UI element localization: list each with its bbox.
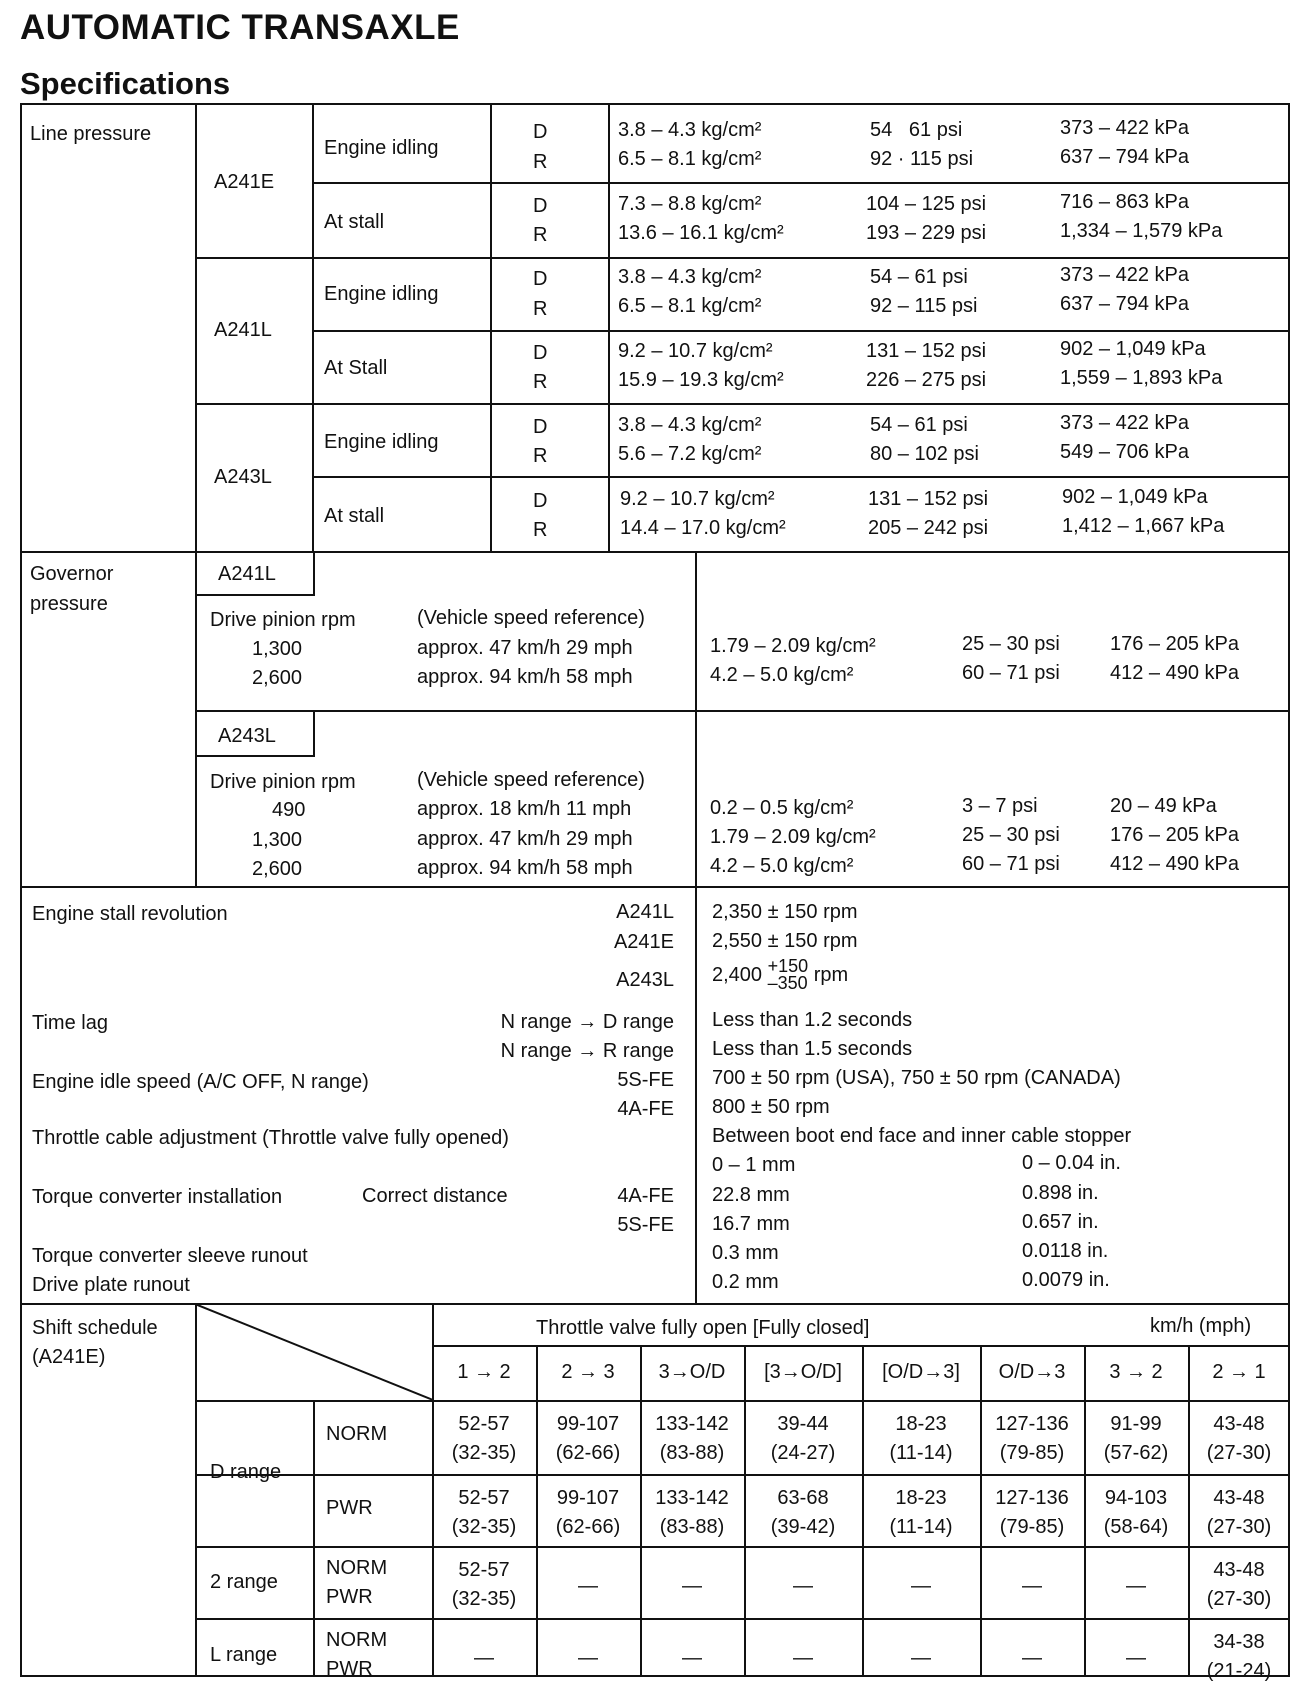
shift-cell: — bbox=[911, 1575, 931, 1597]
shift-cell: (27-30) bbox=[1206, 1588, 1272, 1610]
shift-cell: 63-68 bbox=[777, 1487, 829, 1509]
shift-cell: (11-14) bbox=[889, 1442, 953, 1464]
pwr-label: PWR bbox=[326, 1586, 373, 1608]
range-d: D bbox=[533, 490, 548, 512]
shift-cell: — bbox=[793, 1647, 813, 1669]
throttle-in: 0 – 0.04 in. bbox=[1022, 1152, 1121, 1174]
value-kg: 9.2 – 10.7 kg/cm² bbox=[620, 488, 775, 510]
range-r: R bbox=[533, 519, 548, 541]
shift-col-header: [O/D→3] bbox=[882, 1361, 960, 1383]
rpm-value: 2,600 bbox=[252, 667, 303, 689]
shift-cell: (32-35) bbox=[451, 1516, 517, 1538]
value-kg: 14.4 – 17.0 kg/cm² bbox=[620, 517, 786, 539]
shift-cell: 52-57 bbox=[458, 1559, 510, 1581]
shift-cell: 18-23 bbox=[895, 1487, 947, 1509]
value-kpa: 637 – 794 kPa bbox=[1060, 146, 1189, 168]
value-kg: 4.2 – 5.0 kg/cm² bbox=[710, 664, 854, 686]
idle-value: 800 ± 50 rpm bbox=[712, 1096, 830, 1118]
model-a243l: A243L bbox=[214, 466, 272, 488]
shift-cell: (11-14) bbox=[889, 1516, 953, 1538]
pwr-label: PWR bbox=[326, 1658, 373, 1680]
page-title: AUTOMATIC TRANSAXLE bbox=[20, 8, 460, 47]
idle-value: 700 ± 50 rpm (USA), 750 ± 50 rpm (CANADA) bbox=[712, 1067, 1121, 1089]
rpm-value: 490 bbox=[272, 799, 306, 821]
value-kg: 7.3 – 8.8 kg/cm² bbox=[618, 193, 762, 215]
shift-col-header: 3→O/D bbox=[658, 1361, 726, 1383]
value-kpa: 412 – 490 kPa bbox=[1110, 662, 1239, 684]
value-kpa: 716 – 863 kPa bbox=[1060, 191, 1189, 213]
shift-label: Shift schedule bbox=[32, 1317, 158, 1339]
shift-cell: 52-57 bbox=[458, 1413, 510, 1435]
value-kpa: 1,559 – 1,893 kPa bbox=[1060, 367, 1223, 389]
shift-cell: (57-62) bbox=[1103, 1442, 1169, 1464]
sleeve-mm: 0.3 mm bbox=[712, 1242, 779, 1264]
condition-label: Engine idling bbox=[324, 283, 439, 305]
value-psi: 131 – 152 psi bbox=[868, 488, 989, 510]
shift-cell: 18-23 bbox=[895, 1413, 947, 1435]
condition-label: At stall bbox=[324, 505, 385, 527]
section-title: Specifications bbox=[20, 66, 231, 101]
shift-cell: — bbox=[1022, 1575, 1042, 1597]
shift-cell: 52-57 bbox=[458, 1487, 510, 1509]
value-kg: 3.8 – 4.3 kg/cm² bbox=[618, 119, 762, 141]
value-kpa: 373 – 422 kPa bbox=[1060, 117, 1189, 139]
pwr-label: PWR bbox=[326, 1497, 373, 1519]
timelag-condition: N range → D range bbox=[500, 1011, 674, 1033]
norm-label: NORM bbox=[326, 1423, 388, 1445]
speed-value: approx. 18 km/h 11 mph bbox=[417, 798, 632, 820]
value-kpa: 1,334 – 1,579 kPa bbox=[1060, 220, 1223, 242]
timelag-value: Less than 1.5 seconds bbox=[712, 1038, 913, 1060]
unit-label: km/h (mph) bbox=[1150, 1315, 1252, 1337]
range-r: R bbox=[533, 371, 548, 393]
tc-in: 0.898 in. bbox=[1022, 1182, 1099, 1204]
speed-value: approx. 47 km/h 29 mph bbox=[417, 637, 633, 659]
value-psi: 25 – 30 psi bbox=[962, 633, 1060, 655]
shift-cell: (83-88) bbox=[659, 1516, 725, 1538]
governor-label: Governor bbox=[30, 563, 114, 585]
shift-cell: (39-42) bbox=[770, 1516, 836, 1538]
model-a241l: A241L bbox=[218, 563, 276, 585]
range-r: R bbox=[533, 445, 548, 467]
value-kpa: 902 – 1,049 kPa bbox=[1060, 338, 1206, 360]
vehicle-speed-header: (Vehicle speed reference) bbox=[417, 607, 645, 629]
tc-in: 0.657 in. bbox=[1022, 1211, 1099, 1233]
shift-cell: — bbox=[793, 1575, 813, 1597]
shift-cell: (32-35) bbox=[451, 1588, 517, 1610]
diagonal-header-line bbox=[195, 1304, 435, 1402]
shift-cell: — bbox=[1126, 1575, 1146, 1597]
value-psi: 205 – 242 psi bbox=[868, 517, 989, 539]
range-r: R bbox=[533, 298, 548, 320]
shift-cell: 43-48 bbox=[1213, 1413, 1265, 1435]
shift-cell: 99-107 bbox=[556, 1487, 620, 1509]
engine-label: 4A-FE bbox=[617, 1185, 674, 1207]
tc-sublabel: Correct distance bbox=[362, 1185, 508, 1207]
speed-value: approx. 47 km/h 29 mph bbox=[417, 828, 633, 850]
shift-cell: 99-107 bbox=[556, 1413, 620, 1435]
value-psi: 80 – 102 psi bbox=[870, 443, 979, 465]
stall-unit: rpm bbox=[813, 964, 849, 986]
model-a241e: A241E bbox=[214, 171, 275, 193]
shift-cell: (27-30) bbox=[1206, 1442, 1272, 1464]
shift-cell: (62-66) bbox=[555, 1516, 621, 1538]
value-psi: 25 – 30 psi bbox=[962, 824, 1060, 846]
value-psi: 226 – 275 psi bbox=[866, 369, 987, 391]
shift-cell: 39-44 bbox=[777, 1413, 829, 1435]
value-psi: 3 – 7 psi bbox=[962, 795, 1038, 817]
value-kpa: 902 – 1,049 kPa bbox=[1062, 486, 1208, 508]
shift-col-header: 3 → 2 bbox=[1109, 1361, 1163, 1383]
model-label: A243L bbox=[616, 969, 674, 991]
stall-label: Engine stall revolution bbox=[32, 903, 228, 925]
model-label: A241E bbox=[613, 931, 674, 953]
value-kg: 5.6 – 7.2 kg/cm² bbox=[618, 443, 762, 465]
engine-label: 5S-FE bbox=[617, 1069, 674, 1091]
shift-cell: 133-142 bbox=[655, 1413, 729, 1435]
value-psi: 60 – 71 psi bbox=[962, 853, 1060, 875]
shift-cell: (79-85) bbox=[999, 1442, 1065, 1464]
shift-cell: (83-88) bbox=[659, 1442, 725, 1464]
condition-label: Engine idling bbox=[324, 137, 439, 159]
stall-base: 2,400 bbox=[712, 964, 763, 986]
engine-label: 4A-FE bbox=[617, 1098, 674, 1120]
l-range-label: L range bbox=[210, 1644, 278, 1666]
shift-cell: 91-99 bbox=[1110, 1413, 1162, 1435]
governor-label: pressure bbox=[30, 593, 108, 615]
shift-cell: 133-142 bbox=[655, 1487, 729, 1509]
stall-value bbox=[712, 958, 848, 992]
timelag-label: Time lag bbox=[32, 1012, 108, 1034]
range-d: D bbox=[533, 416, 548, 438]
stall-value: 2,350 ± 150 rpm bbox=[712, 901, 858, 923]
plate-mm: 0.2 mm bbox=[712, 1271, 779, 1293]
value-kpa: 373 – 422 kPa bbox=[1060, 264, 1189, 286]
rpm-value: 1,300 bbox=[252, 638, 303, 660]
idle-label: Engine idle speed (A/C OFF, N range) bbox=[32, 1071, 369, 1093]
2-range-label: 2 range bbox=[210, 1571, 278, 1593]
throttle-mm: 0 – 1 mm bbox=[712, 1154, 796, 1176]
shift-cell: (58-64) bbox=[1103, 1516, 1169, 1538]
shift-cell: 94-103 bbox=[1104, 1487, 1168, 1509]
shift-cell: (24-27) bbox=[770, 1442, 836, 1464]
stall-tolerance bbox=[768, 958, 809, 992]
range-r: R bbox=[533, 224, 548, 246]
shift-cell: 127-136 bbox=[995, 1413, 1069, 1435]
value-kpa: 176 – 205 kPa bbox=[1110, 824, 1239, 846]
engine-label: 5S-FE bbox=[617, 1214, 674, 1236]
shift-cell: — bbox=[911, 1647, 931, 1669]
value-psi: 54 – 61 psi bbox=[870, 414, 968, 436]
value-kpa: 637 – 794 kPa bbox=[1060, 293, 1189, 315]
value-kg: 3.8 – 4.3 kg/cm² bbox=[618, 266, 762, 288]
shift-cell: — bbox=[1126, 1647, 1146, 1669]
range-d: D bbox=[533, 195, 548, 217]
shift-col-header: 2 → 1 bbox=[1212, 1361, 1266, 1383]
condition-label: Engine idling bbox=[324, 431, 439, 453]
value-kpa: 373 – 422 kPa bbox=[1060, 412, 1189, 434]
speed-value: approx. 94 km/h 58 mph bbox=[417, 666, 633, 688]
value-kg: 1.79 – 2.09 kg/cm² bbox=[710, 826, 876, 848]
speed-value: approx. 94 km/h 58 mph bbox=[417, 857, 633, 879]
sleeve-in: 0.0118 in. bbox=[1022, 1240, 1109, 1262]
value-psi: 131 – 152 psi bbox=[866, 340, 987, 362]
shift-col-header: [3→O/D] bbox=[764, 1361, 842, 1383]
value-psi: 60 – 71 psi bbox=[962, 662, 1060, 684]
shift-cell: 127-136 bbox=[995, 1487, 1069, 1509]
vehicle-speed-header: (Vehicle speed reference) bbox=[417, 769, 645, 791]
stall-value: 2,550 ± 150 rpm bbox=[712, 930, 858, 952]
value-psi: 104 – 125 psi bbox=[866, 193, 987, 215]
value-kg: 1.79 – 2.09 kg/cm² bbox=[710, 635, 876, 657]
model-a241l: A241L bbox=[214, 319, 272, 341]
shift-cell: — bbox=[578, 1647, 598, 1669]
tolerance-plus: +150 bbox=[767, 956, 809, 976]
throttle-label: Throttle cable adjustment (Throttle valve fully opened) bbox=[32, 1127, 509, 1149]
value-psi: 92 · 115 psi bbox=[870, 148, 974, 170]
shift-cell: (62-66) bbox=[555, 1442, 621, 1464]
shift-cell: — bbox=[1022, 1647, 1042, 1669]
drive-pinion-header: Drive pinion rpm bbox=[210, 771, 356, 793]
d-range-label: D range bbox=[210, 1461, 282, 1483]
range-r: R bbox=[533, 151, 548, 173]
value-kpa: 412 – 490 kPa bbox=[1110, 853, 1239, 875]
shift-cell: (32-35) bbox=[451, 1442, 517, 1464]
condition-label: At Stall bbox=[324, 357, 388, 379]
shift-cell: (79-85) bbox=[999, 1516, 1065, 1538]
norm-label: NORM bbox=[326, 1629, 388, 1651]
condition-label: At stall bbox=[324, 211, 385, 233]
rpm-value: 2,600 bbox=[252, 858, 303, 880]
shift-cell: 43-48 bbox=[1213, 1559, 1265, 1581]
value-kpa: 1,412 – 1,667 kPa bbox=[1062, 515, 1225, 537]
value-kg: 15.9 – 19.3 kg/cm² bbox=[618, 369, 784, 391]
rpm-value: 1,300 bbox=[252, 829, 303, 851]
shift-cell: (21-24) bbox=[1206, 1660, 1272, 1682]
value-kg: 4.2 – 5.0 kg/cm² bbox=[710, 855, 854, 877]
line-pressure-label: Line pressure bbox=[30, 123, 152, 145]
sleeve-label: Torque converter sleeve runout bbox=[32, 1245, 308, 1267]
range-d: D bbox=[533, 121, 548, 143]
tc-mm: 16.7 mm bbox=[712, 1213, 790, 1235]
value-psi: 54 61 psi bbox=[870, 119, 963, 141]
drive-pinion-header: Drive pinion rpm bbox=[210, 609, 356, 631]
shift-cell: 43-48 bbox=[1213, 1487, 1265, 1509]
throttle-value: Between boot end face and inner cable stopper bbox=[712, 1125, 1132, 1147]
range-d: D bbox=[533, 342, 548, 364]
value-kpa: 549 – 706 kPa bbox=[1060, 441, 1189, 463]
shift-cell: — bbox=[682, 1575, 702, 1597]
shift-cell: (27-30) bbox=[1206, 1516, 1272, 1538]
tc-label: Torque converter installation bbox=[32, 1186, 283, 1208]
value-psi: 193 – 229 psi bbox=[866, 222, 987, 244]
value-psi: 92 – 115 psi bbox=[870, 295, 978, 317]
shift-label: (A241E) bbox=[32, 1346, 106, 1368]
value-psi: 54 – 61 psi bbox=[870, 266, 968, 288]
model-a243l: A243L bbox=[218, 725, 276, 747]
tolerance-minus: –350 bbox=[767, 973, 808, 993]
plate-in: 0.0079 in. bbox=[1022, 1269, 1110, 1291]
value-kg: 0.2 – 0.5 kg/cm² bbox=[710, 797, 854, 819]
shift-cell: — bbox=[578, 1575, 598, 1597]
shift-col-header: O/D→3 bbox=[998, 1361, 1066, 1383]
range-d: D bbox=[533, 268, 548, 290]
value-kg: 13.6 – 16.1 kg/cm² bbox=[618, 222, 784, 244]
shift-col-header: 2 → 3 bbox=[561, 1361, 615, 1383]
model-label: A241L bbox=[616, 901, 674, 923]
shift-header: Throttle valve fully open [Fully closed] bbox=[536, 1317, 870, 1339]
timelag-condition: N range → R range bbox=[500, 1040, 674, 1062]
timelag-value: Less than 1.2 seconds bbox=[712, 1009, 913, 1031]
value-kg: 6.5 – 8.1 kg/cm² bbox=[618, 295, 762, 317]
plate-label: Drive plate runout bbox=[32, 1274, 190, 1296]
value-kg: 9.2 – 10.7 kg/cm² bbox=[618, 340, 773, 362]
tc-mm: 22.8 mm bbox=[712, 1184, 790, 1206]
shift-cell: 34-38 bbox=[1213, 1631, 1265, 1653]
value-kg: 3.8 – 4.3 kg/cm² bbox=[618, 414, 762, 436]
value-kpa: 176 – 205 kPa bbox=[1110, 633, 1239, 655]
value-kpa: 20 – 49 kPa bbox=[1110, 795, 1217, 817]
norm-label: NORM bbox=[326, 1557, 388, 1579]
shift-col-header: 1 → 2 bbox=[457, 1361, 511, 1383]
shift-cell: — bbox=[682, 1647, 702, 1669]
value-kg: 6.5 – 8.1 kg/cm² bbox=[618, 148, 762, 170]
shift-cell: — bbox=[474, 1647, 494, 1669]
